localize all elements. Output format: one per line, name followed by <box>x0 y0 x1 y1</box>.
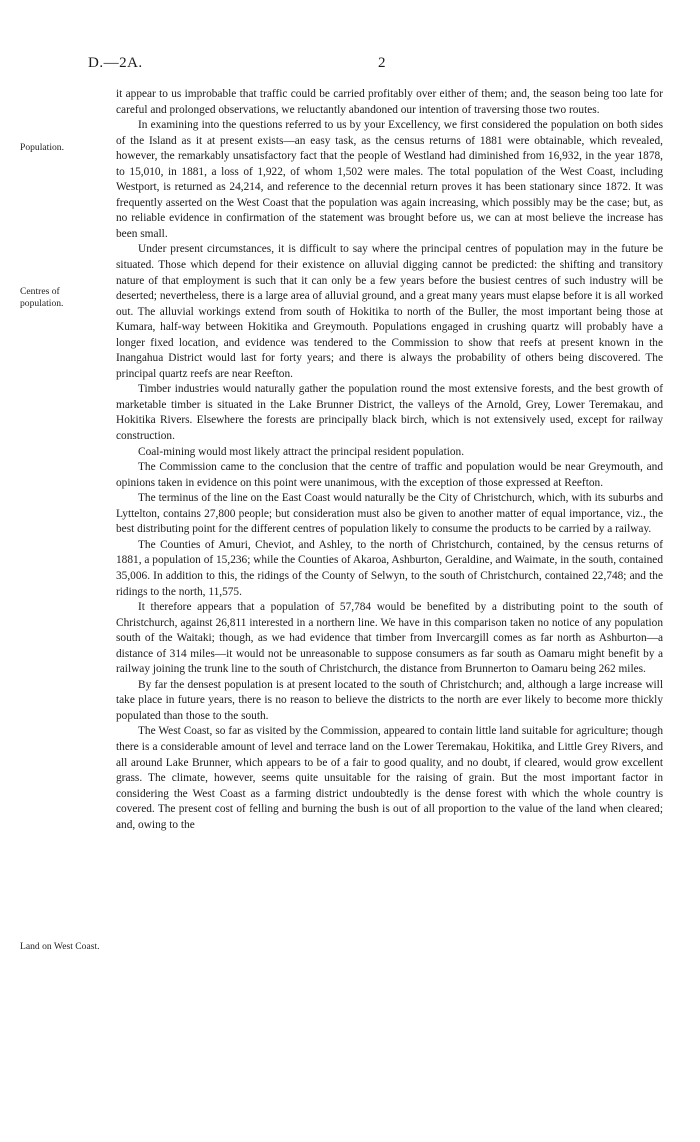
paragraph-centres-of-population: Under present circumstances, it is difficult to say where the principal centres of population may in the future be situated. Those which depend for their existence on alluvial digging cannot be predicted: the shifting and transitory nature of that employment is such that it can only be a few years before the busiest centres of such industry will be deserted; nevertheless, there is a large area of alluvial ground, and a great many years must elapse before it is all worked out. The alluvial workings extend from south of Hokitika to north of the Buller, the most important being those at Kumara, half-way between Hokitika and Greymouth. Populations engaged in crushing quartz will probably have a longer fixed location, and evidence was tendered to the Commission to show that reefs at present known in the Inangahua District would last for forty years; and there is always the probability of others being discovered. The principal quartz reefs are near Reefton. <box>116 243 663 380</box>
paragraph-continuation: it appear to us improbable that traffic could be carried profitably over either of them; and, the season being too late for careful and prolonged observations, we reluctantly abandoned our intention of traversing those two routes. <box>116 88 663 116</box>
page-header <box>88 55 664 75</box>
margin-note-centres-of-population: Centres of population. <box>20 286 64 309</box>
margin-note-population: Population. <box>20 142 64 153</box>
margin-note-land-on-west-coast: Land on West Coast. <box>20 941 100 952</box>
document-reference: D.—2A. <box>88 55 143 71</box>
paragraph-coal-mining: Coal-mining would most likely attract the principal resident population. <box>138 445 465 458</box>
paragraph-commission-conclusion: The Commission came to the conclusion that the centre of traffic and population would be near Greymouth, and opinions taken in evidence on this point were unanimous, with the exception of those expressed at Reefton. <box>116 461 663 489</box>
paragraph-timber-industries: Timber industries would naturally gather the population round the most extensive forests, and the best growth of marketable timber is situated in the Lake Brunner District, the valleys of the Arnold, Grey, Lower Teremakau, and Hokitika Rivers. Elsewhere the forests are principally black birch, which is not extensively used, except for railway construction. <box>116 383 663 443</box>
document-body <box>116 87 663 833</box>
page-number: 2 <box>378 55 386 71</box>
paragraph-population: In examining into the questions referred to us by your Excellency, we first considered the population on both sides of the Island as it at present exists—an easy task, as the census returns of 1881 were obtainable, which revealed, however, the remarkably unsatisfactory fact that the people of Westland had diminished from 16,932, in the year 1878, to 15,010, in 1881, a loss of 1,922, of whom 1,502 were males. The total population of the West Coast, including Westport, is returned as 24,214, and reference to the decennial return proves it has been stationary since 1872. It was frequently asserted on the West Coast that the population was again increasing, which possibly may be the case; but, as no reliable evidence in confirmation of the statement was brought before us, we can at most believe the increase has been small. <box>116 119 663 240</box>
paragraph-east-coast-terminus: The terminus of the line on the East Coast would naturally be the City of Christchurch, which, with its suburbs and Lyttelton, contains 27,800 people; but consideration must also be given to another matter of equal importance, viz., the best distributing point for the different centres of population likely to consume the products to be carried by a railway. <box>116 492 663 536</box>
paragraph-distributing-point: It therefore appears that a population of 57,784 would be benefited by a distributing point to the south of Christchurch, against 26,811 interested in a northern line. We have in this comparison taken no notice of any population south of the Waitaki; though, as we had evidence that timber from Invercargill comes as far north as Ashburton—a distance of 314 miles—it would not be unreasonable to suppose consumers as far south as Oamaru might benefit by a railway joining the trunk line to the south of Christchurch, the distance from Brunnerton to Oamaru being 262 miles. <box>116 601 663 676</box>
paragraph-land-on-west-coast: The West Coast, so far as visited by the Commission, appeared to contain little land suitable for agriculture; though there is a considerable amount of level and terrace land on the Lower Teremakau, Hokitika, and Little Grey Rivers, and all around Lake Brunner, which appears to be of a fair to good quality, and no doubt, if cleared, would grow excellent grass. The climate, however, seems quite unsuitable for the raising of grain. But the most important factor in considering the West Coast as a farming district undoubtedly is the dense forest with which the whole country is covered. The present cost of felling and burning the bush is out of all proportion to the value of the land when cleared; and, owing to the <box>116 725 663 831</box>
paragraph-counties: The Counties of Amuri, Cheviot, and Ashley, to the north of Christchurch, contained, by the census returns of 1881, a population of 15,236; while the Counties of Akaroa, Ashburton, Geraldine, and Waimate, in the south, contained 35,006. In addition to this, the ridings of the County of Selwyn, to the south of Christchurch, contained 22,748; and the ridings to the north, 11,575. <box>116 538 663 598</box>
paragraph-densest-population: By far the densest population is at present located to the south of Christchurch; and, although a large increase will take place in future years, there is no reason to believe the districts to the north are ever likely to become more thickly populated than those to the south. <box>116 678 663 722</box>
